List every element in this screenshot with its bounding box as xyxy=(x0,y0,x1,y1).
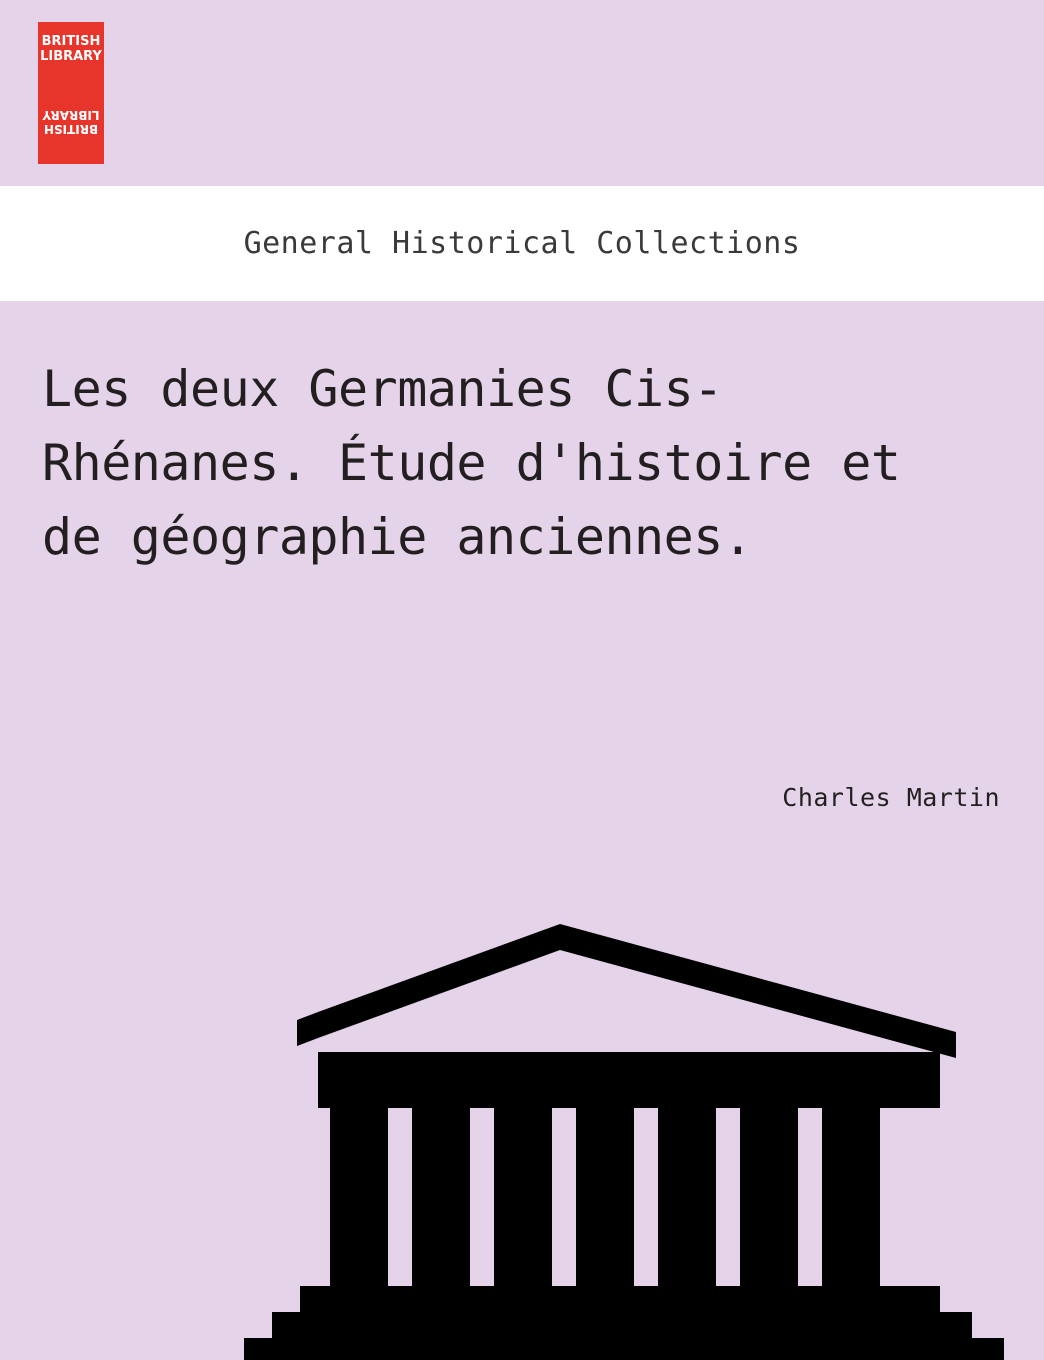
series-band xyxy=(0,186,1044,301)
temple-illustration xyxy=(0,900,1044,1360)
book-title: Les deux Germanies Cis-Rhénanes. Étude d'histoire et de géographie anciennes. xyxy=(42,360,901,566)
logo-top-text xyxy=(38,34,104,64)
series-title: General Historical Collections xyxy=(243,226,801,261)
logo-line-library: LIBRARY xyxy=(40,49,102,64)
logo-line-british: BRITISH xyxy=(41,34,101,49)
logo-bottom-text: BRITISH LIBRARY xyxy=(42,108,100,136)
british-library-logo xyxy=(38,22,104,164)
classical-temple-icon xyxy=(0,900,1044,1360)
book-author: Charles Martin xyxy=(782,783,1000,812)
